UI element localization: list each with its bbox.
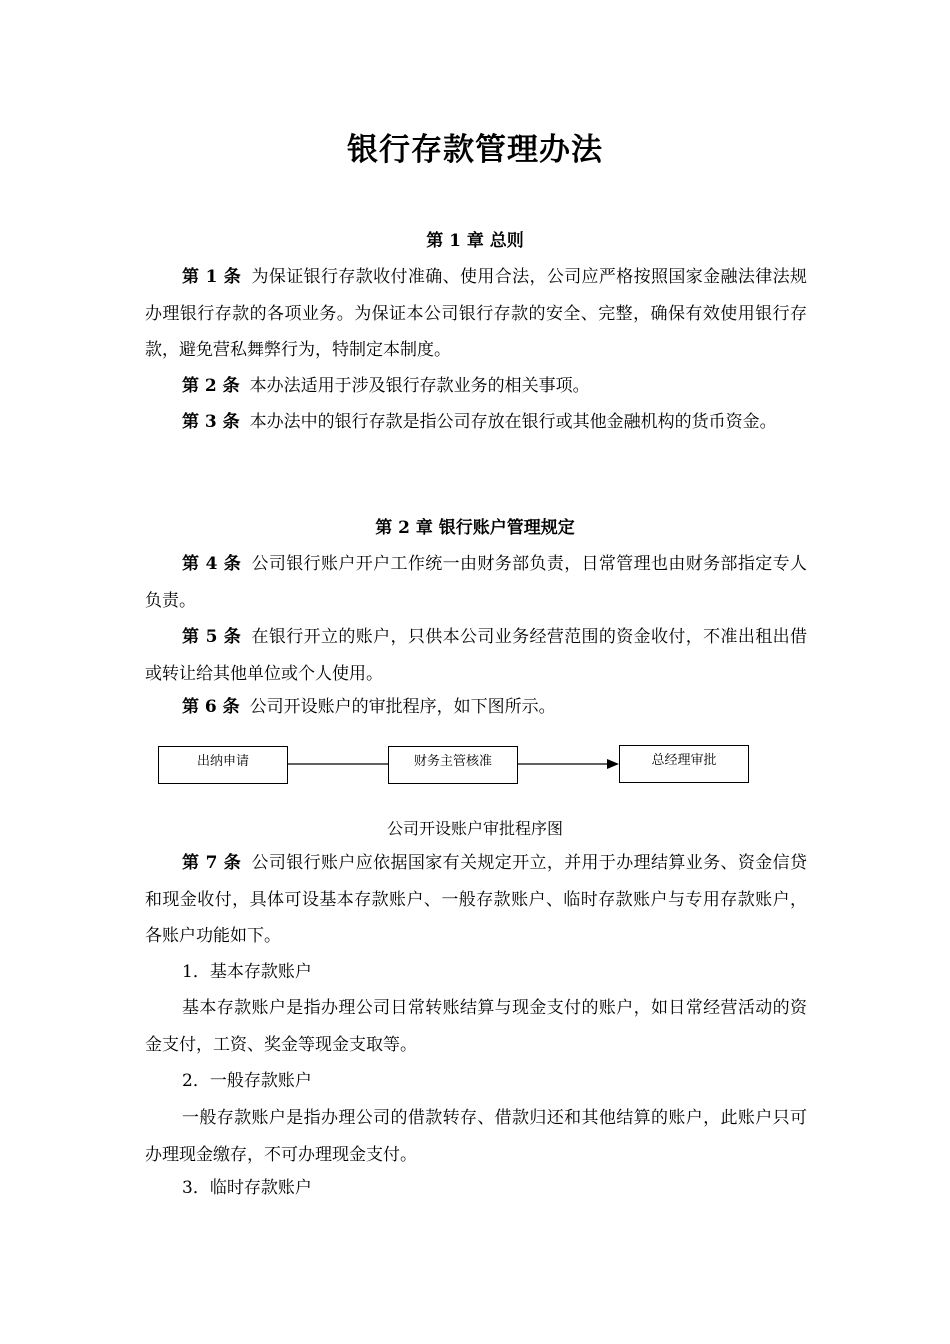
flow-step-gm-approve <box>619 745 749 783</box>
flow-step-3-label: 总经理审批 <box>651 753 717 768</box>
article-4-text: 公司银行账户开户工作统一由财务部负责，日常管理也由财务部指定专人负责。 <box>145 554 808 611</box>
flow-step-finance-approve <box>388 746 518 784</box>
flow-arrowhead <box>607 759 619 769</box>
article-1-text: 为保证银行存款收付准确、使用合法，公司应严格按照国家金融法律法规办理银行存款的各项业务。为保证本公司银行存款的安全、完整，确保有效使用银行存款，避免营私舞弊行为，特制定本制度。 <box>145 267 808 360</box>
article-7-label: 第 7 条 <box>182 853 242 873</box>
chapter-2-heading: 第 2 章 银行账户管理规定 <box>375 518 575 538</box>
article-3-label: 第 3 条 <box>182 412 240 432</box>
item-2-title: 2．一般存款账户 <box>182 1071 312 1091</box>
article-6-text: 公司开设账户的审批程序，如下图所示。 <box>249 697 556 717</box>
chapter-1-heading: 第 1 章 总则 <box>426 231 524 251</box>
item-3-title: 3．临时存款账户 <box>182 1178 312 1198</box>
flow-step-cashier-apply <box>158 746 288 784</box>
article-1-label: 第 1 条 <box>182 267 242 287</box>
article-7 <box>145 845 807 955</box>
flow-step-1-label: 出纳申请 <box>196 754 249 769</box>
document-title: 银行存款管理办法 <box>347 132 603 168</box>
article-5-label: 第 5 条 <box>182 627 242 647</box>
article-2-label: 第 2 条 <box>182 376 240 396</box>
article-5-text: 在银行开立的账户，只供本公司业务经营范围的资金收付，不准出租出借或转让给其他单位或个人使用。 <box>145 627 808 684</box>
item-1-title: 1．基本存款账户 <box>182 962 312 982</box>
article-2-text: 本办法适用于涉及银行存款业务的相关事项。 <box>249 376 590 396</box>
flow-caption: 公司开设账户审批程序图 <box>386 819 563 838</box>
item-1-text: 基本存款账户是指办理公司日常转账结算与现金支付的账户，如日常经营活动的资金支付，工资、奖金等现金支取等。 <box>145 998 807 1055</box>
article-7-text: 公司银行账户应依据国家有关规定开立，并用于办理结算业务、资金信贷和现金收付，具体可设基本存款账户、一般存款账户、临时存款账户与专用存款账户，各账户功能如下。 <box>145 853 808 946</box>
item-2-text: 一般存款账户是指办理公司的借款转存、借款归还和其他结算的账户，此账户只可办理现金缴存，不可办理现金支付。 <box>145 1108 807 1165</box>
flow-step-2-label: 财务主管核准 <box>413 754 492 769</box>
article-4-label: 第 4 条 <box>182 554 242 574</box>
article-3-text: 本办法中的银行存款是指公司存放在银行或其他金融机构的货币资金。 <box>249 412 777 432</box>
article-6-label: 第 6 条 <box>182 697 240 717</box>
